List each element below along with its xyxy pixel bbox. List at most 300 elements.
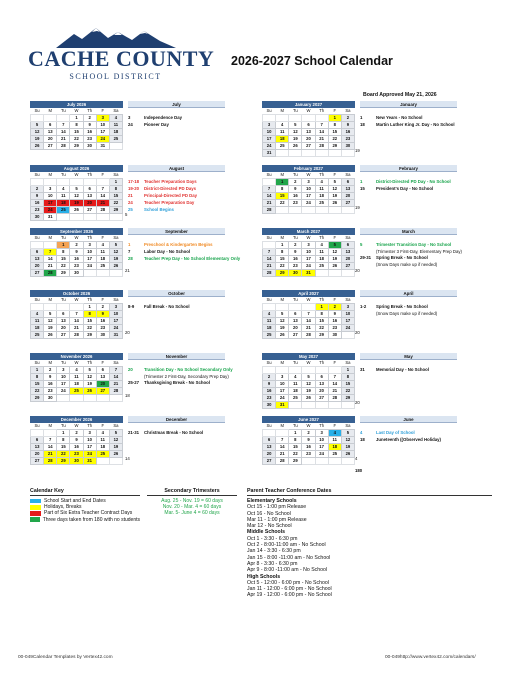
day-cell: 26 xyxy=(328,263,341,270)
week-row xyxy=(263,186,355,193)
day-cell: 8 xyxy=(57,437,70,444)
day-cell: 3 xyxy=(44,186,57,193)
day-cell: 10 xyxy=(109,311,122,318)
events-month-header: June xyxy=(360,416,457,423)
weekday-label: Th xyxy=(83,172,96,179)
event-text: Teacher Preparation Day xyxy=(144,200,195,205)
day-cell: 17 xyxy=(109,318,122,325)
month-title: November 2026 xyxy=(30,353,123,360)
weekday-label: M xyxy=(276,108,289,115)
day-cell: 1 xyxy=(83,304,96,311)
day-cell: 25 xyxy=(315,200,328,207)
weekday-label: Tu xyxy=(289,423,302,430)
day-cell: 3 xyxy=(341,304,354,311)
day-cell: 24 xyxy=(83,451,96,458)
day-cell: 3 xyxy=(302,179,315,186)
key-item xyxy=(30,510,140,516)
event-entry xyxy=(128,179,197,184)
day-cell xyxy=(44,430,57,437)
day-cell xyxy=(57,395,70,402)
day-cell xyxy=(302,402,315,409)
day-cell: 15 xyxy=(328,129,341,136)
day-cell: 14 xyxy=(302,318,315,325)
event-date: 8-9 xyxy=(128,304,135,309)
event-entry xyxy=(360,311,437,316)
day-cell: 16 xyxy=(70,256,83,263)
day-cell: 6 xyxy=(44,122,57,129)
day-cell xyxy=(289,402,302,409)
day-cell: 9 xyxy=(289,249,302,256)
event-entry xyxy=(128,193,197,198)
day-cell: 10 xyxy=(83,437,96,444)
day-cell xyxy=(109,270,122,277)
day-cell: 11 xyxy=(96,437,109,444)
day-cell: 9 xyxy=(70,437,83,444)
logo-title: CACHE COUNTY xyxy=(28,46,215,71)
day-cell: 13 xyxy=(31,444,44,451)
approval-note: Board Approved May 21, 2026 xyxy=(363,92,437,98)
event-entry xyxy=(360,122,455,127)
event-date: 18 xyxy=(360,437,365,442)
parent-teacher-conferences xyxy=(247,488,492,599)
day-cell: 20 xyxy=(31,451,44,458)
day-cell: 27 xyxy=(83,207,96,214)
event-entry xyxy=(128,430,203,435)
weekday-label: W xyxy=(302,235,315,242)
day-cell xyxy=(263,430,276,437)
day-cell: 18 xyxy=(31,325,44,332)
day-cell: 7 xyxy=(328,374,341,381)
day-cell: 12 xyxy=(328,249,341,256)
event-entry xyxy=(360,304,428,309)
day-cell: 2 xyxy=(289,179,302,186)
weekday-label: M xyxy=(276,235,289,242)
event-entry xyxy=(128,374,229,379)
week-row xyxy=(263,381,355,388)
day-cell: 22 xyxy=(276,263,289,270)
day-cell xyxy=(276,115,289,122)
day-cell: 23 xyxy=(31,207,44,214)
day-cell xyxy=(302,207,315,214)
day-cell xyxy=(289,367,302,374)
day-cell xyxy=(70,179,83,186)
day-cell: 9 xyxy=(328,311,341,318)
day-cell: 16 xyxy=(96,318,109,325)
week-row xyxy=(263,388,355,395)
day-cell: 7 xyxy=(302,311,315,318)
day-cell: 12 xyxy=(276,318,289,325)
day-cell: 17 xyxy=(276,388,289,395)
day-cell: 17 xyxy=(44,200,57,207)
weekday-label: Th xyxy=(315,172,328,179)
weekday-label: W xyxy=(70,297,83,304)
day-cell: 20 xyxy=(263,451,276,458)
event-entry xyxy=(360,186,433,191)
day-cell: 29 xyxy=(31,395,44,402)
day-cell: 24 xyxy=(302,263,315,270)
event-entry xyxy=(360,437,441,442)
day-cell: 15 xyxy=(109,193,122,200)
weekday-label: Su xyxy=(263,297,276,304)
day-cell: 1 xyxy=(109,179,122,186)
day-cell: 5 xyxy=(83,367,96,374)
day-cell: 10 xyxy=(57,374,70,381)
event-entry xyxy=(360,249,462,254)
day-cell: 15 xyxy=(57,256,70,263)
event-date: 1-2 xyxy=(360,304,367,309)
trimester-range: Aug. 25 - Nov. 19 = 60 days xyxy=(161,498,223,504)
conference-date: Oct 2 - 8:00-11:00 am - No School xyxy=(247,542,326,549)
event-text: Independence Day xyxy=(144,115,182,120)
weekday-label: W xyxy=(302,108,315,115)
week-row xyxy=(263,249,355,256)
event-date: 19-20 xyxy=(128,186,139,191)
day-cell: 16 xyxy=(302,444,315,451)
day-cell: 2 xyxy=(70,430,83,437)
day-cell: 31 xyxy=(302,270,315,277)
day-cell: 5 xyxy=(302,374,315,381)
footer-left: 00-049Calendar Templates by Vertex42.com xyxy=(18,655,113,660)
week-row xyxy=(31,242,123,249)
event-text: Juneteenth ((Observed Holiday) xyxy=(376,437,441,442)
day-cell: 7 xyxy=(263,186,276,193)
day-cell: 20 xyxy=(57,325,70,332)
events-month-header: March xyxy=(360,228,457,235)
day-cell: 22 xyxy=(328,136,341,143)
school-days-count: 20 xyxy=(355,330,360,335)
event-entry xyxy=(128,256,240,261)
week-row xyxy=(31,214,123,221)
month-title: July 2026 xyxy=(30,101,123,108)
day-cell: 1 xyxy=(289,430,302,437)
day-cell: 24 xyxy=(302,200,315,207)
day-cell xyxy=(315,207,328,214)
event-entry xyxy=(360,262,437,267)
day-cell: 23 xyxy=(96,325,109,332)
day-cell: 30 xyxy=(83,143,96,150)
day-cell: 18 xyxy=(328,444,341,451)
month-march-calendar xyxy=(262,228,355,277)
day-cell: 21 xyxy=(109,381,122,388)
day-cell xyxy=(83,270,96,277)
event-text: Preschool & Kindergarten Begins xyxy=(144,242,213,247)
day-cell: 26 xyxy=(109,451,122,458)
weekday-label: M xyxy=(44,235,57,242)
day-cell: 6 xyxy=(31,249,44,256)
day-cell: 20 xyxy=(302,136,315,143)
weekday-label: Su xyxy=(31,172,44,179)
weekday-label: M xyxy=(44,108,57,115)
day-cell: 3 xyxy=(302,242,315,249)
day-cell: 18 xyxy=(263,325,276,332)
day-cell xyxy=(276,150,289,157)
day-cell: 20 xyxy=(341,193,354,200)
weekday-label: Su xyxy=(31,108,44,115)
weekday-label: Sa xyxy=(109,108,122,115)
event-text: President's Day - No School xyxy=(376,186,434,191)
day-cell: 11 xyxy=(328,437,341,444)
day-cell: 4 xyxy=(96,242,109,249)
week-row xyxy=(31,444,123,451)
weekday-label: Th xyxy=(315,360,328,367)
day-cell: 23 xyxy=(289,263,302,270)
day-cell: 28 xyxy=(263,270,276,277)
school-days-count: 21 xyxy=(125,268,130,273)
day-cell: 8 xyxy=(276,186,289,193)
day-cell: 22 xyxy=(83,325,96,332)
day-cell xyxy=(263,367,276,374)
day-cell: 1 xyxy=(315,304,328,311)
day-cell: 16 xyxy=(289,193,302,200)
day-cell: 14 xyxy=(315,129,328,136)
day-cell: 7 xyxy=(315,122,328,129)
day-cell xyxy=(96,270,109,277)
key-swatch xyxy=(30,499,41,504)
day-cell xyxy=(83,214,96,221)
day-cell: 6 xyxy=(31,437,44,444)
week-row xyxy=(31,388,123,395)
day-cell: 13 xyxy=(83,193,96,200)
event-date: 28 xyxy=(128,256,133,261)
day-cell: 12 xyxy=(289,129,302,136)
day-cell: 14 xyxy=(44,444,57,451)
conference-date: Mar 12 - No School xyxy=(247,523,292,530)
week-row xyxy=(31,311,123,318)
conference-date: Oct 1 - 3:30 - 6:30 pm xyxy=(247,535,298,542)
weekday-label: W xyxy=(70,423,83,430)
day-cell: 14 xyxy=(44,256,57,263)
day-cell: 12 xyxy=(83,374,96,381)
weekday-label: W xyxy=(302,423,315,430)
month-august-events xyxy=(128,165,225,172)
day-cell: 20 xyxy=(315,388,328,395)
day-cell: 17 xyxy=(315,444,328,451)
events-month-header: November xyxy=(128,353,225,360)
event-date: 24 xyxy=(128,200,133,205)
day-cell: 31 xyxy=(109,332,122,339)
week-row xyxy=(263,179,355,186)
weekday-label: F xyxy=(328,297,341,304)
weekday-label: Tu xyxy=(57,108,70,115)
day-cell: 12 xyxy=(328,186,341,193)
weekday-label: Tu xyxy=(57,360,70,367)
day-cell: 18 xyxy=(70,381,83,388)
key-swatch xyxy=(30,511,41,516)
month-may-calendar xyxy=(262,353,355,409)
day-cell: 28 xyxy=(96,207,109,214)
mountain-logo-icon xyxy=(56,26,176,48)
page-title: 2026-2027 School Calendar xyxy=(231,54,393,68)
day-cell: 29 xyxy=(315,332,328,339)
event-date: 17-18 xyxy=(128,179,139,184)
day-cell: 29 xyxy=(57,458,70,465)
week-row xyxy=(31,256,123,263)
event-text: Spring Break - No School xyxy=(376,304,428,309)
weekday-label: Tu xyxy=(289,297,302,304)
day-cell: 19 xyxy=(70,200,83,207)
day-cell: 7 xyxy=(57,122,70,129)
conference-group-heading: Elementary Schools xyxy=(247,498,297,504)
day-cell: 2 xyxy=(44,367,57,374)
weekday-label: F xyxy=(328,360,341,367)
day-cell: 27 xyxy=(31,270,44,277)
day-cell: 19 xyxy=(328,256,341,263)
week-row xyxy=(31,186,123,193)
day-cell xyxy=(289,150,302,157)
day-cell: 25 xyxy=(328,451,341,458)
month-title: August 2026 xyxy=(30,165,123,172)
week-row xyxy=(263,122,355,129)
day-cell xyxy=(328,207,341,214)
key-label: School Start and End Dates xyxy=(44,498,106,505)
month-august-calendar xyxy=(30,165,123,221)
day-cell: 12 xyxy=(44,318,57,325)
school-days-count: 14 xyxy=(125,456,130,461)
day-cell xyxy=(341,402,354,409)
month-july-events xyxy=(128,101,225,108)
weekday-label: Sa xyxy=(341,360,354,367)
event-entry xyxy=(360,179,451,184)
week-row xyxy=(31,115,123,122)
day-cell: 17 xyxy=(302,256,315,263)
key-swatch xyxy=(30,505,41,510)
day-cell: 14 xyxy=(57,129,70,136)
day-cell: 22 xyxy=(341,388,354,395)
week-row xyxy=(31,129,123,136)
conference-group-heading: Middle Schools xyxy=(247,529,286,536)
week-row xyxy=(263,193,355,200)
day-cell: 2 xyxy=(289,242,302,249)
event-text: Transition Day - No School Secondary Only xyxy=(144,367,233,372)
day-cell: 14 xyxy=(328,381,341,388)
day-cell: 10 xyxy=(341,311,354,318)
week-row xyxy=(263,129,355,136)
weekday-label: Su xyxy=(263,235,276,242)
day-cell xyxy=(328,367,341,374)
day-cell xyxy=(302,458,315,465)
week-row xyxy=(263,374,355,381)
day-cell: 3 xyxy=(276,374,289,381)
day-cell: 25 xyxy=(263,332,276,339)
month-july-calendar xyxy=(30,101,123,150)
day-cell: 28 xyxy=(328,395,341,402)
day-cell: 23 xyxy=(44,388,57,395)
day-cell: 29 xyxy=(276,270,289,277)
day-cell xyxy=(315,402,328,409)
event-date: 25-27 xyxy=(128,380,139,385)
event-text: New Years - No School xyxy=(376,115,423,120)
day-cell: 28 xyxy=(109,388,122,395)
day-cell: 6 xyxy=(83,186,96,193)
day-cell: 3 xyxy=(83,242,96,249)
month-november-events xyxy=(128,353,225,360)
event-text: Christmas Break - No School xyxy=(144,430,204,435)
day-cell xyxy=(289,115,302,122)
events-month-header: February xyxy=(360,165,457,172)
day-cell: 19 xyxy=(31,136,44,143)
day-cell: 27 xyxy=(341,263,354,270)
day-cell: 14 xyxy=(263,256,276,263)
day-cell xyxy=(315,367,328,374)
day-cell: 16 xyxy=(341,129,354,136)
day-cell: 18 xyxy=(96,256,109,263)
day-cell: 9 xyxy=(341,122,354,129)
day-cell: 24 xyxy=(276,395,289,402)
event-date: 5 xyxy=(360,242,363,247)
weekday-label: F xyxy=(96,360,109,367)
school-days-count: 4 xyxy=(355,456,358,461)
day-cell: 28 xyxy=(44,458,57,465)
key-item xyxy=(30,517,140,523)
event-entry xyxy=(128,249,190,254)
weekday-label: Th xyxy=(83,423,96,430)
event-text: District-Directed PD Days xyxy=(144,186,197,191)
weekday-label: Su xyxy=(263,423,276,430)
month-title: January 2027 xyxy=(262,101,355,108)
day-cell: 12 xyxy=(302,381,315,388)
event-date: 25 xyxy=(128,207,133,212)
weekday-label: F xyxy=(96,172,109,179)
day-cell: 18 xyxy=(276,136,289,143)
week-row xyxy=(31,179,123,186)
day-cell: 10 xyxy=(96,122,109,129)
day-cell: 27 xyxy=(44,143,57,150)
weekday-label: Tu xyxy=(57,172,70,179)
event-text: Last Day of School xyxy=(376,430,415,435)
month-title: May 2027 xyxy=(262,353,355,360)
weekday-label: M xyxy=(276,360,289,367)
weekday-label: Sa xyxy=(341,423,354,430)
day-cell: 25 xyxy=(31,332,44,339)
day-cell: 18 xyxy=(96,444,109,451)
day-cell xyxy=(263,304,276,311)
week-row xyxy=(263,200,355,207)
event-text: Teacher Prep Day - No School Elementary Only xyxy=(144,256,241,261)
day-cell: 8 xyxy=(83,311,96,318)
day-cell: 10 xyxy=(263,129,276,136)
day-cell: 13 xyxy=(341,186,354,193)
day-cell: 9 xyxy=(83,122,96,129)
school-days-count: 20 xyxy=(355,268,360,273)
day-cell: 2 xyxy=(263,374,276,381)
weekday-label: Tu xyxy=(57,235,70,242)
day-cell xyxy=(31,430,44,437)
day-cell: 31 xyxy=(44,214,57,221)
day-cell: 22 xyxy=(70,136,83,143)
key-label: Holidays, Breaks xyxy=(44,504,82,511)
day-cell: 6 xyxy=(341,179,354,186)
weekday-label: Sa xyxy=(109,360,122,367)
day-cell: 24 xyxy=(57,388,70,395)
week-row xyxy=(263,367,355,374)
day-cell: 26 xyxy=(289,143,302,150)
day-cell: 10 xyxy=(276,381,289,388)
day-cell: 23 xyxy=(70,263,83,270)
day-cell: 12 xyxy=(109,437,122,444)
day-cell: 8 xyxy=(328,122,341,129)
day-cell: 17 xyxy=(83,444,96,451)
footer-right: 00-049http://www.vertex42.com/calendars/ xyxy=(385,655,476,660)
event-entry xyxy=(360,430,415,435)
day-cell: 4 xyxy=(96,430,109,437)
day-cell: 14 xyxy=(96,193,109,200)
week-row xyxy=(31,395,123,402)
day-cell: 4 xyxy=(276,122,289,129)
day-cell: 28 xyxy=(44,270,57,277)
event-date: 1 xyxy=(128,242,131,247)
day-cell: 16 xyxy=(289,256,302,263)
day-cell: 21 xyxy=(302,325,315,332)
